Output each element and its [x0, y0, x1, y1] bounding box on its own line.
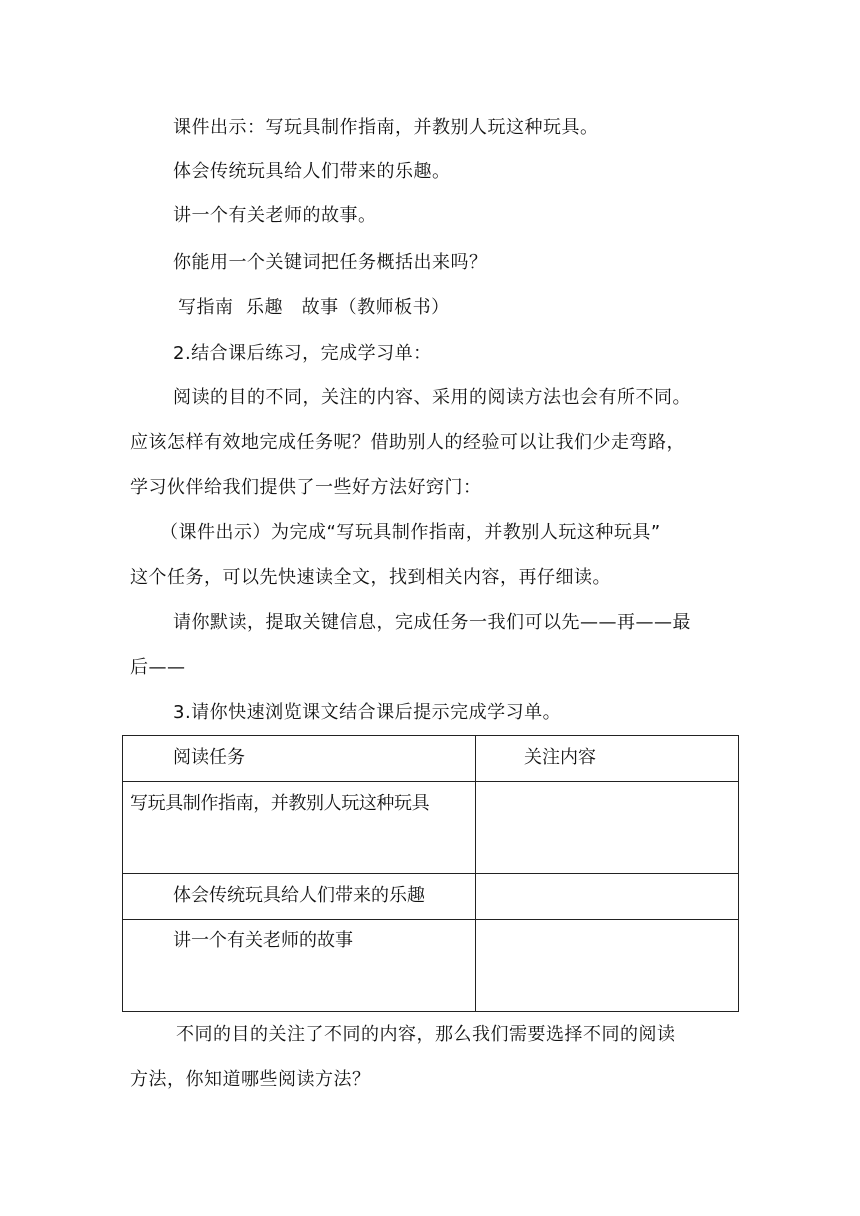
paragraph-line: 不同的目的关注了不同的内容，那么我们需要选择不同的阅读 [176, 1024, 676, 1045]
paragraph-line: 后—— [130, 657, 186, 678]
paragraph-line: 阅读的目的不同，关注的内容、采用的阅读方法也会有所不同。 [173, 387, 691, 408]
task-text: 写玩具制作指南，并教别人玩这种玩具 [130, 793, 430, 814]
task-text: 体会传统玩具给人们带来的乐趣 [173, 885, 425, 906]
table-header-cell [123, 736, 476, 782]
table-row [123, 874, 739, 920]
paragraph-line: （课件出示）为完成“写玩具制作指南，并教别人玩这种玩具” [160, 522, 661, 543]
text-line: 课件出示：写玩具制作指南，并教别人玩这种玩具。 [173, 117, 599, 138]
table-cell-empty[interactable] [476, 874, 739, 920]
table-cell-empty[interactable] [476, 782, 739, 874]
paragraph-line: 学习伙伴给我们提供了一些好方法好窍门： [130, 477, 482, 498]
table-row [123, 782, 739, 874]
table-cell [123, 782, 476, 874]
text-line: 讲一个有关老师的故事。 [173, 205, 377, 226]
section-heading: 3.请你快速浏览课文结合课后提示完成学习单。 [173, 702, 562, 723]
table-cell [123, 874, 476, 920]
header-focus-content: 关注内容 [524, 747, 596, 768]
table-header-cell [476, 736, 739, 782]
study-sheet-table [122, 735, 739, 1012]
blackboard-keywords: 写指南 乐趣 故事（教师板书） [178, 297, 450, 318]
table-row [123, 920, 739, 1012]
paragraph-line: 应该怎样有效地完成任务呢？借助别人的经验可以让我们少走弯路， [130, 432, 685, 453]
paragraph-line: 这个任务，可以先快速读全文，找到相关内容，再仔细读。 [130, 567, 611, 588]
task-text: 讲一个有关老师的故事 [173, 930, 353, 951]
paragraph-line: 请你默读，提取关键信息，完成任务一我们可以先——再——最 [173, 612, 691, 633]
section-heading: 2.结合课后练习，完成学习单： [173, 343, 432, 364]
text-line: 体会传统玩具给人们带来的乐趣。 [173, 161, 451, 182]
paragraph-line: 方法，你知道哪些阅读方法？ [130, 1069, 371, 1090]
table-cell [123, 920, 476, 1012]
header-reading-task: 阅读任务 [173, 747, 245, 768]
table-cell-empty[interactable] [476, 920, 739, 1012]
table-header-row [123, 736, 739, 782]
text-line: 你能用一个关键词把任务概括出来吗？ [173, 252, 488, 273]
